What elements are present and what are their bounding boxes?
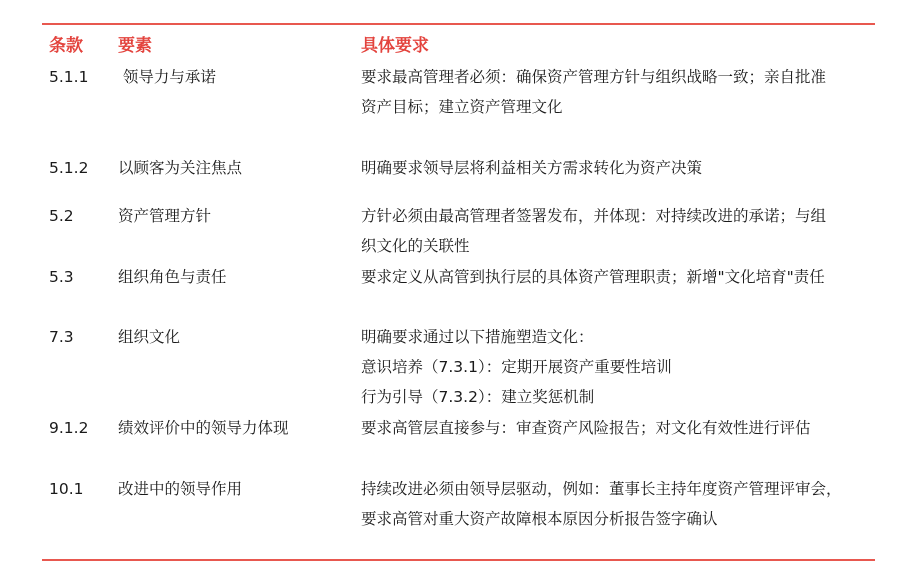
row-requirement: [361, 262, 825, 292]
requirement-line: 行为引导（7.3.2）：建立奖惩机制: [361, 388, 595, 406]
row-element: 改进中的领导作用: [118, 480, 243, 498]
header-requirement: 具体要求: [361, 36, 429, 56]
row-requirement: [361, 474, 842, 534]
row-requirement: [361, 413, 811, 443]
row-clause: 7.3: [49, 328, 74, 346]
row-requirement: [361, 62, 826, 122]
requirement-line: 意识培养（7.3.1）：定期开展资产重要性培训: [361, 358, 672, 376]
row-clause: 10.1: [49, 480, 84, 498]
table-bottom-rule: [42, 559, 875, 561]
row-clause: 5.1.1: [49, 68, 89, 86]
requirement-line: 织文化的关联性: [361, 237, 470, 255]
row-requirement: [361, 322, 672, 412]
requirement-line: 要求高管对重大资产故障根本原因分析报告签字确认: [361, 510, 718, 528]
requirement-line: 持续改进必须由领导层驱动，例如：董事长主持年度资产管理评审会，: [361, 480, 842, 498]
requirement-line: 要求定义从高管到执行层的具体资产管理职责；新增"文化培育"责任: [361, 268, 825, 286]
header-clause: 条款: [49, 36, 83, 56]
requirement-line: 资产目标；建立资产管理文化: [361, 98, 563, 116]
requirement-line: 要求高管层直接参与：审查资产风险报告；对文化有效性进行评估: [361, 419, 811, 437]
row-element: 领导力与承诺: [118, 68, 216, 86]
row-element: 组织角色与责任: [118, 268, 227, 286]
row-requirement: [361, 201, 826, 261]
row-element: 以顾客为关注焦点: [118, 159, 243, 177]
row-clause: 9.1.2: [49, 419, 89, 437]
requirement-line: 明确要求通过以下措施塑造文化：: [361, 328, 594, 346]
row-clause: 5.1.2: [49, 159, 89, 177]
row-element: 资产管理方针: [118, 207, 212, 225]
row-element: 绩效评价中的领导力体现: [118, 419, 289, 437]
requirement-line: 要求最高管理者必须：确保资产管理方针与组织战略一致；亲自批准: [361, 68, 827, 86]
header-element: 要素: [118, 36, 152, 56]
row-requirement: [361, 153, 702, 183]
requirement-line: 明确要求领导层将利益相关方需求转化为资产决策: [361, 159, 703, 177]
row-clause: 5.3: [49, 268, 74, 286]
row-element: 组织文化: [118, 328, 181, 346]
row-clause: 5.2: [49, 207, 74, 225]
requirement-line: 方针必须由最高管理者签署发布，并体现：对持续改进的承诺；与组: [361, 207, 827, 225]
table-top-rule: [42, 23, 875, 25]
